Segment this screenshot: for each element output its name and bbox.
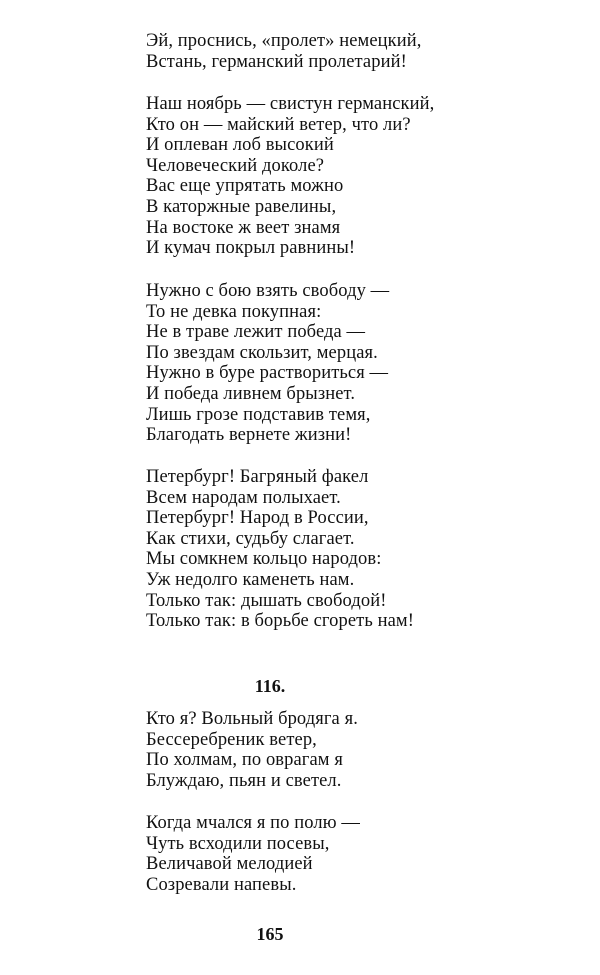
poem-number: 116. (254, 676, 286, 696)
verse-line: Нужно в буре раствориться — (146, 363, 389, 384)
verse-line: Всем народам полыхает. (146, 487, 341, 508)
verse-line: Встань, германский пролетарий! (146, 51, 407, 72)
stanza-6 (146, 813, 360, 895)
verse-line: Величавой мелодией (146, 854, 313, 875)
verse-line: В каторжные равелины, (146, 196, 337, 217)
verse-line: Только так: дышать свободой! (146, 590, 387, 611)
verse-line: Не в траве лежит победа — (146, 322, 366, 343)
stanza-4 (146, 467, 414, 632)
verse-line: Только так: в борьбе сгореть нам! (146, 611, 414, 632)
verse-line: На востоке ж веет знамя (146, 217, 341, 238)
verse-line: Лишь грозе подставив темя, (146, 404, 371, 425)
verse-line: И победа ливнем брызнет. (146, 383, 356, 404)
page-number: 165 (256, 924, 284, 944)
verse-line: Блуждаю, пьян и светел. (146, 770, 342, 791)
verse-line: Когда мчался я по полю — (146, 813, 360, 833)
verse-line: Вас еще упрятать можно (146, 176, 344, 197)
verse-line: Кто я? Вольный бродяга я. (146, 709, 358, 729)
verse-line: По звездам скользит, мерцая. (146, 342, 378, 363)
verse-line: Созревали напевы. (146, 874, 297, 895)
verse-line: И кумач покрыл равнины! (146, 238, 356, 259)
verse-line: Благодать вернете жизни! (146, 425, 352, 446)
stanza-3 (146, 281, 389, 446)
verse-line: По холмам, по оврагам я (146, 750, 343, 771)
verse-line: Чуть всходили посевы, (146, 833, 330, 854)
verse-line: Уж недолго каменеть нам. (146, 569, 355, 590)
stanza-5 (146, 709, 358, 791)
verse-line: Кто он — майский ветер, что ли? (146, 114, 411, 135)
verse-line: Эй, проснись, «пролет» немецкий, (146, 31, 422, 51)
verse-line: Петербург! Багряный факел (146, 467, 369, 487)
verse-line: Человеческий доколе? (146, 155, 325, 176)
verse-line: То не девка покупная: (146, 301, 322, 322)
verse-line: И оплеван лоб высокий (146, 135, 334, 156)
verse-line: Наш ноябрь — свистун германский, (146, 94, 435, 114)
verse-line: Петербург! Народ в России, (146, 508, 369, 529)
verse-line: Мы сомкнем кольцо народов: (146, 549, 382, 570)
stanza-2 (146, 94, 434, 259)
verse-line: Как стихи, судьбу слагает. (146, 528, 355, 549)
stanza-1 (146, 31, 422, 72)
verse-line: Бессеребреник ветер, (146, 729, 317, 750)
verse-line: Нужно с бою взять свободу — (146, 281, 390, 301)
